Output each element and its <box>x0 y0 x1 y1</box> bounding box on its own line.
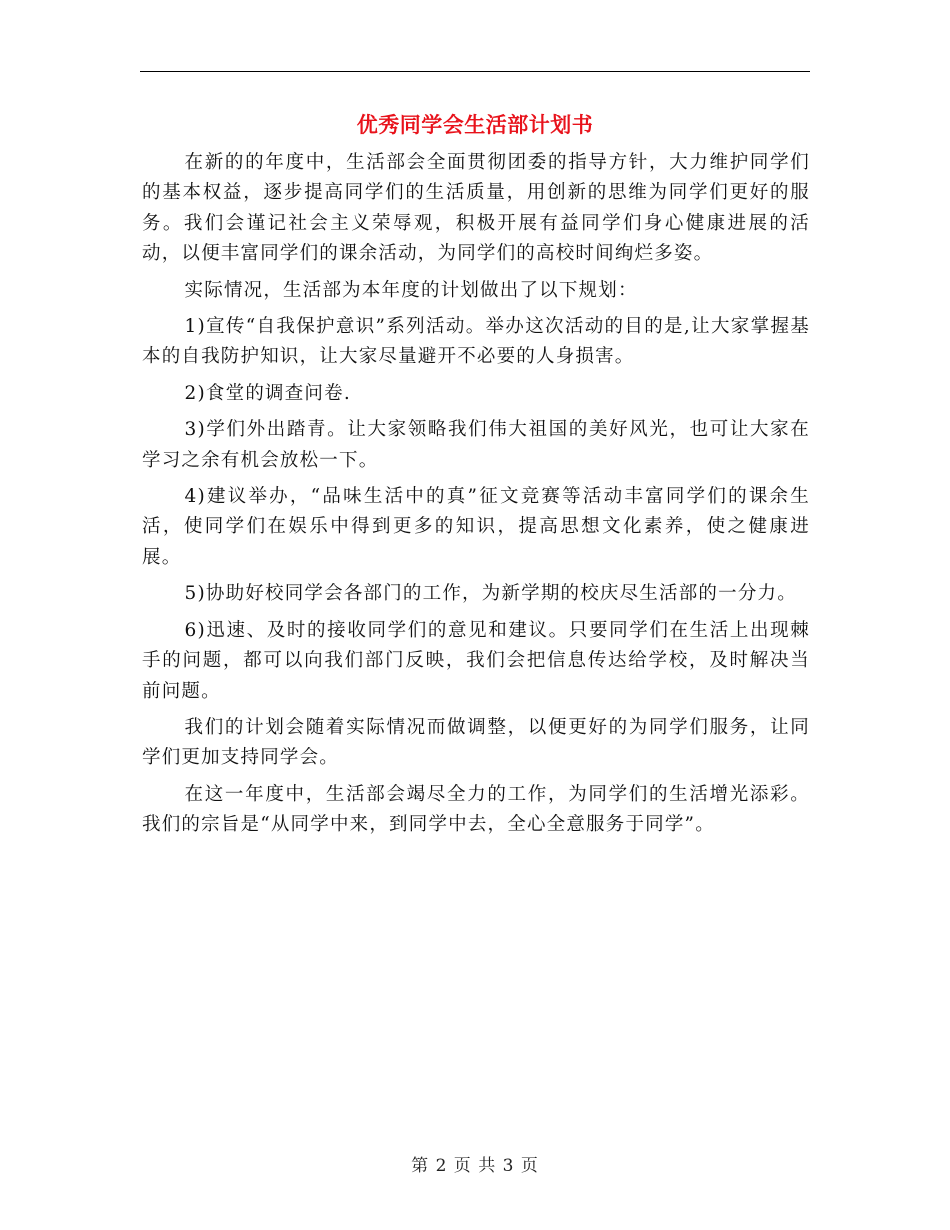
document-title: 优秀同学会生活部计划书 <box>356 112 594 137</box>
header-rule <box>140 71 810 72</box>
paragraph-adjustment: 我们的计划会随着实际情况而做调整，以便更好的为同学们服务，让同学们更加支持同学会。 <box>142 716 810 769</box>
paragraph-intro: 在新的的年度中，生活部会全面贯彻团委的指导方针，大力维护同学们的基本权益，逐步提高同学们的生活质量，用创新的思维为同学们更好的服务。我们会谨记社会主义荣辱观，积极开展有益同学们身心健康进展的活动，以便丰富同学们的课余活动，为同学们的高校时间绚烂多姿。 <box>142 152 810 265</box>
paragraph-plan-lead: 实际情况，生活部为本年度的计划做出了以下规划： <box>184 279 638 301</box>
paragraph-item-3: 3)学们外出踏青。让大家领略我们伟大祖国的美好风光，也可让大家在学习之余有机会放松一下。 <box>142 419 810 471</box>
paragraph-item-1: 1)宣传“自我保护意识”系列活动。举办这次活动的目的是,让大家掌握基本的自我防护知识，让大家尽量避开不必要的人身损害。 <box>142 316 810 368</box>
paragraph-closing: 在这一年度中，生活部会竭尽全力的工作，为同学们的生活增光添彩。我们的宗旨是“从同学中来，到同学中去，全心全意服务于同学”。 <box>142 783 810 836</box>
paragraph-item-4: 4)建议举办，“品味生活中的真”征文竞赛等活动丰富同学们的课余生活，使同学们在娱乐中得到更多的知识，提高思想文化素养，使之健康进展。 <box>142 486 810 568</box>
paragraph-item-6: 6)迅速、及时的接收同学们的意见和建议。只要同学们在生活上出现棘手的问题，都可以向我们部门反映，我们会把信息传达给学校，及时解决当前问题。 <box>142 619 810 702</box>
page-number: 第 2 页 共 3 页 <box>411 1156 539 1176</box>
document-body <box>142 148 810 847</box>
paragraph-item-2: 2)食堂的调查问卷. <box>184 382 351 404</box>
paragraph-item-5: 5)协助好校同学会各部门的工作，为新学期的校庆尽生活部的一分力。 <box>184 583 797 605</box>
